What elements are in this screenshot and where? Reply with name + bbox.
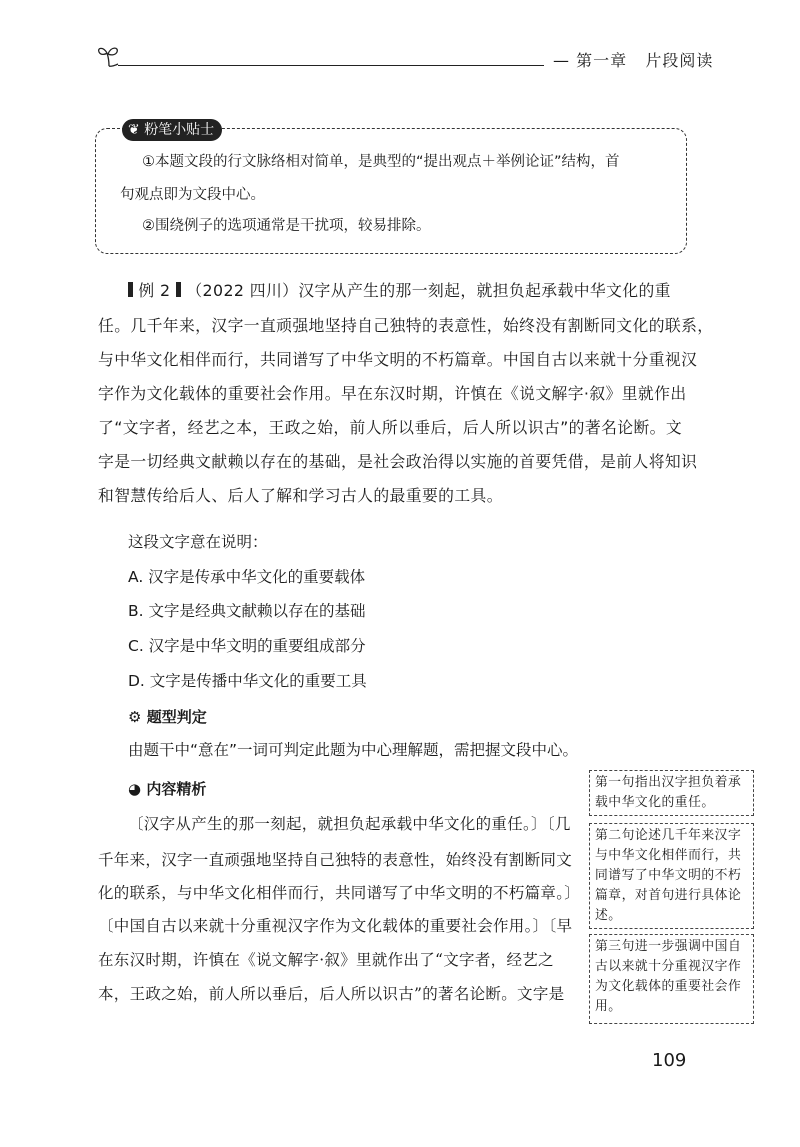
question-text: 这段文字意在说明： <box>128 533 268 551</box>
analysis-title: 内容精析 <box>146 780 207 798</box>
tips-line-2: 句观点即为文段中心。 <box>120 187 265 203</box>
analysis-line-6: 本，王政之始，前人所以垂后，后人所以识古”的著名论断。文字是 <box>98 985 565 1003</box>
page-number: 109 <box>652 1050 687 1071</box>
margin-note-1: 第一句指出汉字担负着承载中华文化的重任。 <box>589 770 754 816</box>
judge-title: 题型判定 <box>146 708 207 726</box>
tips-line-1: ①本题文段的行文脉络相对简单，是典型的“提出观点＋举例论证”结构，首 <box>142 154 620 170</box>
example-line-2: 任。几千年来，汉字一直顽强地坚持自己独特的表意性，始终没有割断同文化的联系， <box>98 316 714 335</box>
analysis-icon: ◕ <box>128 780 142 798</box>
margin-note-2: 第二句论述几千年来汉字与中华文化相伴而行，共同谱写了中华文明的不朽篇章，对首句进行具体论述。 <box>589 823 754 929</box>
example-line-4: 字作为文化载体的重要社会作用。早在东汉时期，许慎在《说文解字·叙》里就作出 <box>98 384 687 403</box>
label-bar-left <box>128 282 133 297</box>
analysis-line-2: 千年来，汉字一直顽强地坚持自己独特的表意性，始终没有割断同文 <box>98 851 573 869</box>
tips-badge <box>122 119 222 141</box>
analysis-line-1: 〔汉字从产生的那一刻起，就担负起承载中华文化的重任。〕〔几 <box>128 815 571 833</box>
option-d: D. 文字是传播中华文化的重要工具 <box>128 672 367 690</box>
analysis-line-3: 化的联系，与中华文化相伴而行，共同谱写了中华文明的不朽篇章。〕 <box>98 884 581 902</box>
sprout-badge-icon: ❦ <box>128 122 145 138</box>
chapter-header: — 第一章 片段阅读 <box>553 51 714 70</box>
chapter-label: 第一章 <box>576 51 628 70</box>
judge-heading <box>128 706 207 727</box>
example-label: 例 2 <box>138 281 171 300</box>
example-heading <box>128 278 671 301</box>
tips-badge-label: 粉笔小贴士 <box>144 122 215 138</box>
margin-note-3: 第三句进一步强调中国自古以来就十分重视汉字作为文化载体的重要社会作用。 <box>589 934 754 1024</box>
example-line-6: 字是一切经典文献赖以存在的基础，是社会政治得以实施的首要凭借，是前人将知识 <box>98 452 698 471</box>
analysis-heading <box>128 778 206 799</box>
example-line-7: 和智慧传给后人、后人了解和学习古人的最重要的工具。 <box>98 486 503 505</box>
tips-line-3: ②围绕例子的选项通常是干扰项，较易排除。 <box>142 218 431 234</box>
gear-icon: ⚙ <box>128 708 142 726</box>
option-b: B. 文字是经典文献赖以存在的基础 <box>128 602 366 620</box>
option-a: A. 汉字是传承中华文化的重要载体 <box>128 568 366 586</box>
label-bar-right <box>176 282 181 297</box>
header-rule <box>118 65 544 66</box>
example-line-3: 与中华文化相伴而行，共同谱写了中华文明的不朽篇章。中国自古以来就十分重视汉 <box>98 350 698 369</box>
example-line-5: 了“文字者，经艺之本，王政之始，前人所以垂后，后人所以识古”的著名论断。文 <box>98 418 683 437</box>
option-c: C. 汉字是中华文明的重要组成部分 <box>128 637 366 655</box>
judge-text: 由题干中“意在”一词可判定此题为中心理解题，需把握文段中心。 <box>128 741 579 759</box>
example-line-1: （2022 四川）汉字从产生的那一刻起，就担负起承载中华文化的重 <box>186 281 671 300</box>
analysis-line-5: 在东汉时期，许慎在《说文解字·叙》里就作出了“文字者，经艺之 <box>98 951 554 969</box>
section-label: 片段阅读 <box>645 51 714 70</box>
analysis-line-4: 〔中国自古以来就十分重视汉字作为文化载体的重要社会作用。〕〔早 <box>98 917 573 935</box>
